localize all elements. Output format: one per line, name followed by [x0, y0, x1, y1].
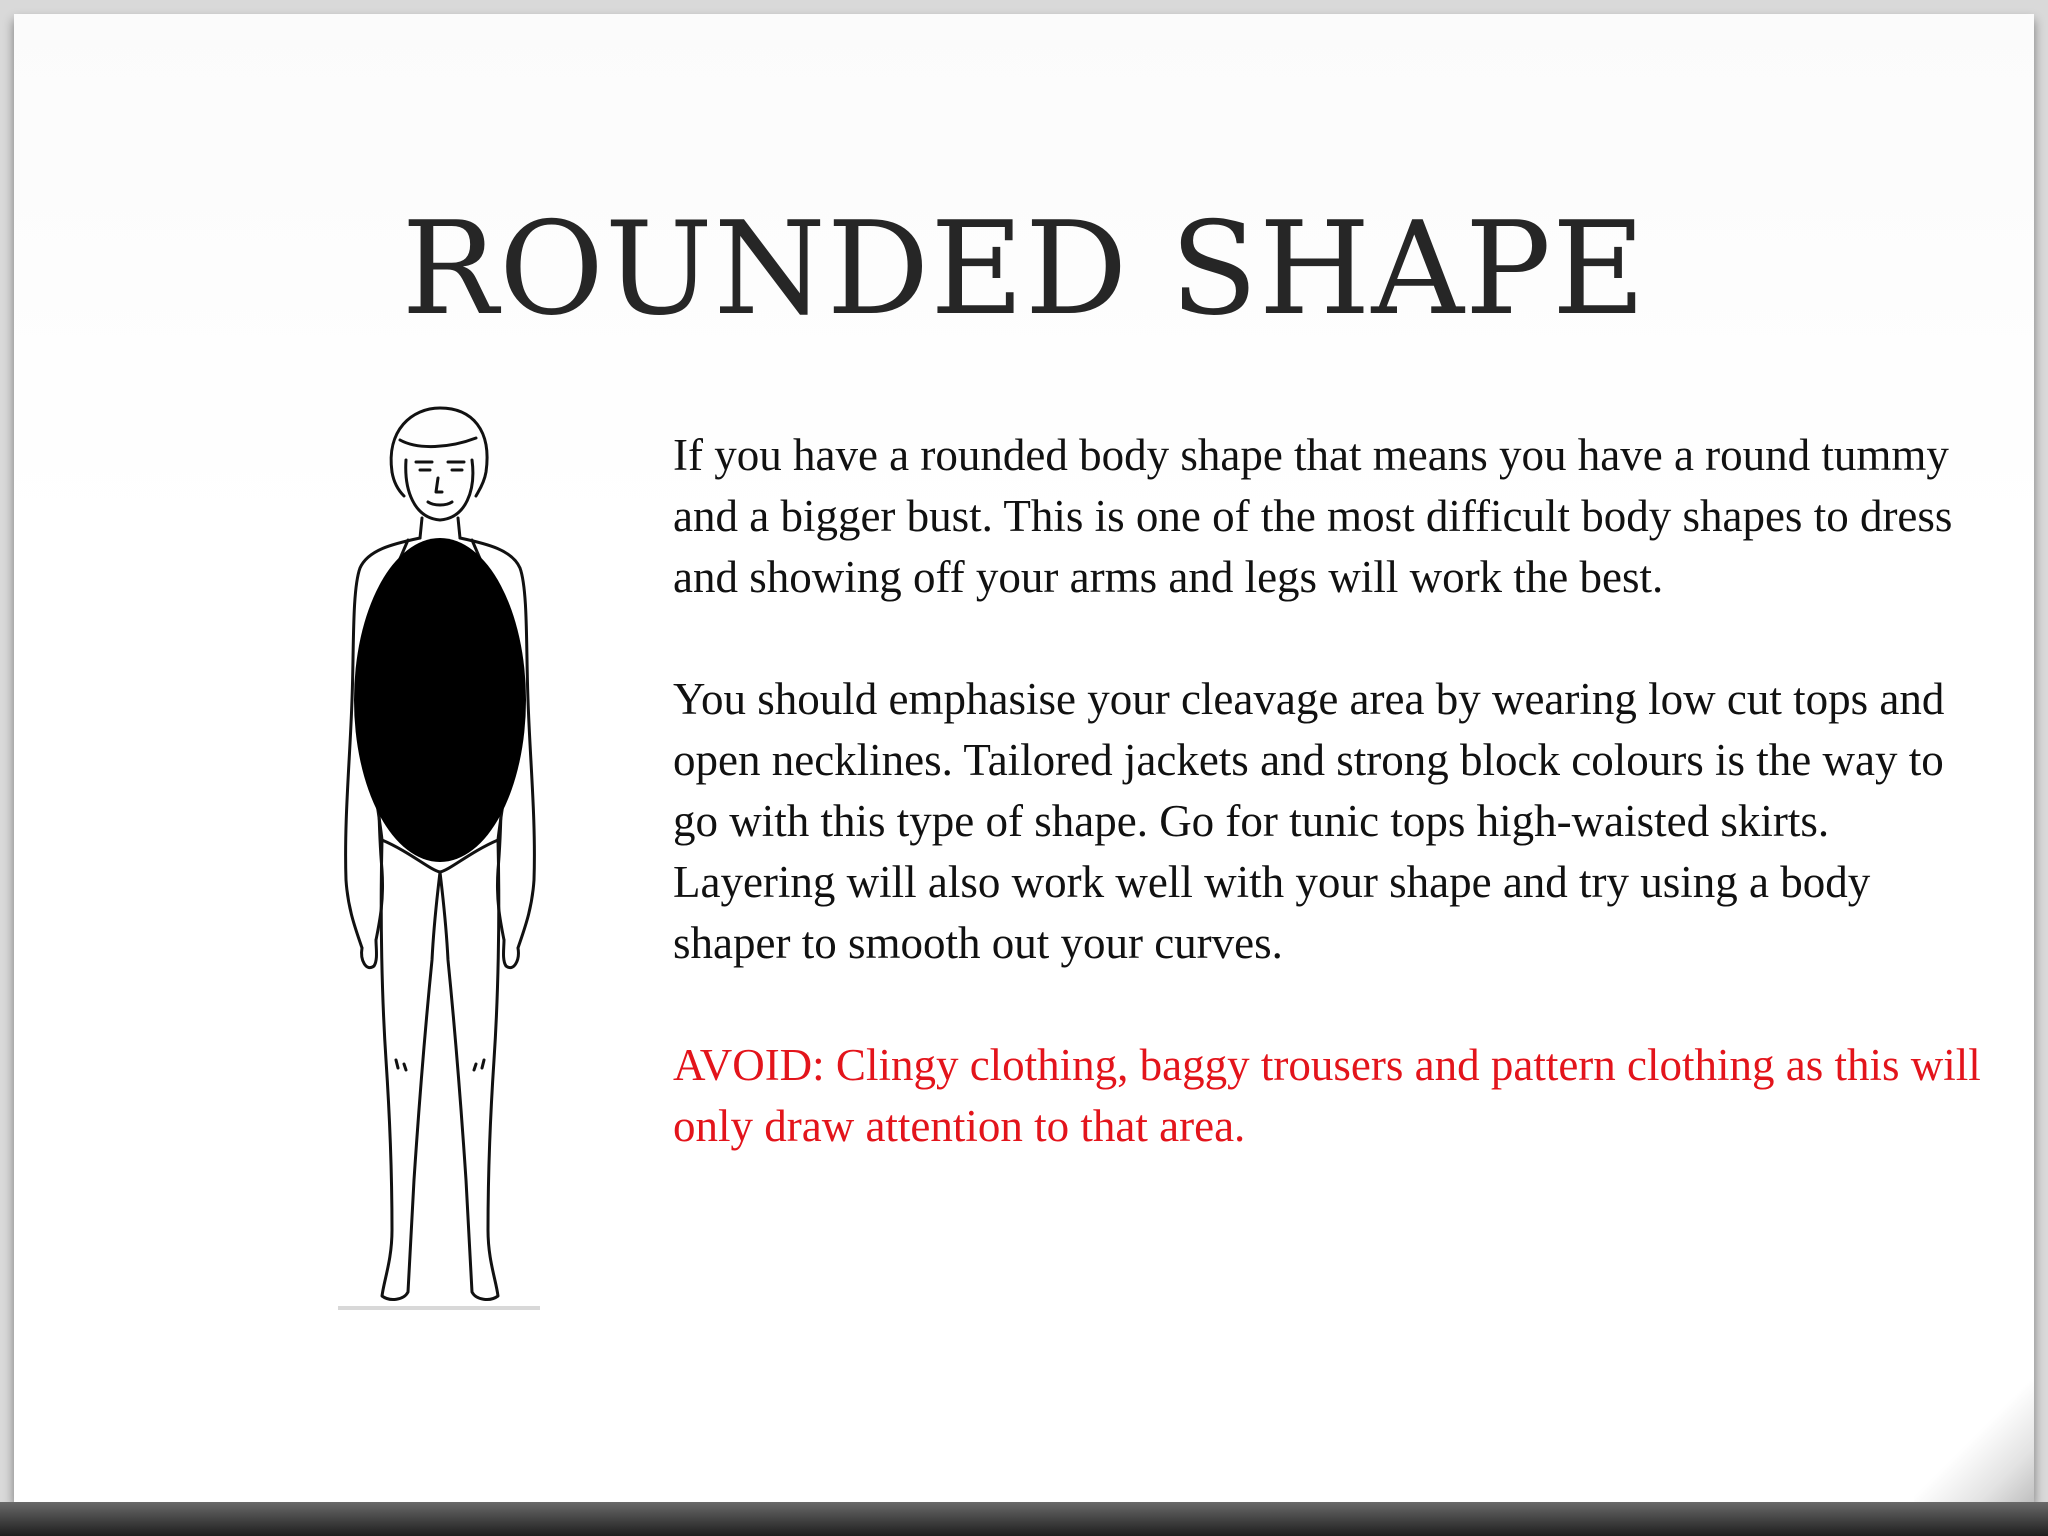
slide-title: ROUNDED SHAPE [401, 195, 1647, 344]
bottom-edge-bar [0, 1502, 2048, 1536]
body-text [673, 425, 1993, 1157]
intro-paragraph: If you have a rounded body shape that means you have a round tummy and a bigger bust. This is one of the most difficult body shapes to dress and showing off your arms and legs will work the best. [673, 430, 1953, 602]
page-curl-decoration [1914, 1342, 2034, 1502]
avoid-paragraph: AVOID: Clingy clothing, baggy trousers and pattern clothing as this will only draw attention to that area. [673, 1040, 1981, 1151]
rounded-body-figure-icon [300, 400, 580, 1320]
advice-paragraph: You should emphasise your cleavage area by wearing low cut tops and open necklines. Tailored jackets and strong block colours is the way to go with this type of shape. Go for tunic tops high-waisted skirts. Layering will also work well with your shape and try using a body shaper to smooth out your curves. [673, 674, 1945, 968]
